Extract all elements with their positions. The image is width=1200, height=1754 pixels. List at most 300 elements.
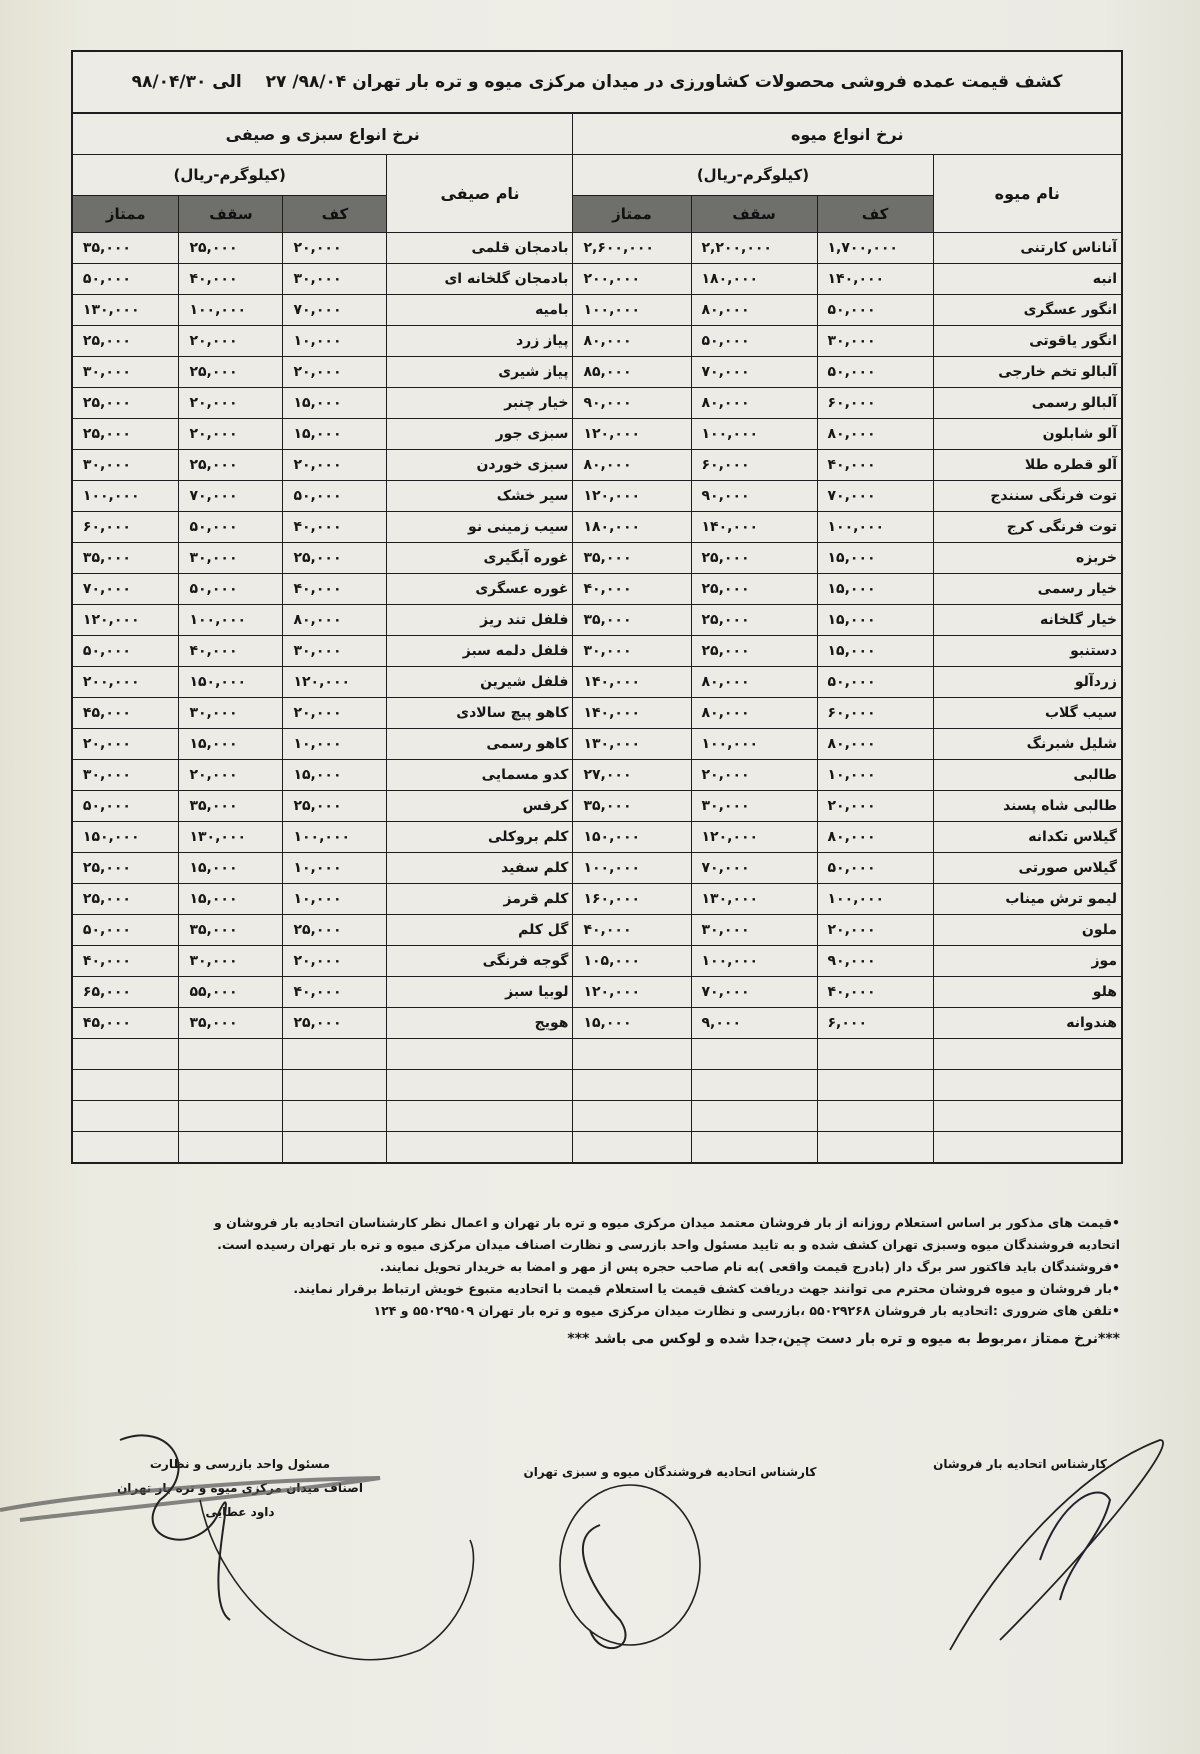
fruit-name-cell: آلو شابلون <box>933 419 1121 450</box>
empty-table-row <box>73 1101 1121 1132</box>
veg-name-cell: پیاز زرد <box>387 326 573 357</box>
veg-floor-price: ۱۵,۰۰۰ <box>283 419 387 450</box>
fruit-ceiling-price: ۱۰۰,۰۰۰ <box>691 419 817 450</box>
veg-name-cell: بامیه <box>387 295 573 326</box>
fruit-ceiling-price: ۳۰,۰۰۰ <box>691 915 817 946</box>
table-row <box>73 946 1121 977</box>
veg-name-cell: سبزی خوردن <box>387 450 573 481</box>
veg-premium-price: ۱۵۰,۰۰۰ <box>73 822 179 853</box>
premium-note: ***نرخ ممتاز ،مربوط به میوه و تره بار دست چین،جدا شده و لوکس می باشد *** <box>567 1331 1120 1347</box>
veg-name-cell: فلفل تند ریز <box>387 605 573 636</box>
fruit-name-header: نام میوه <box>933 155 1121 233</box>
table-row <box>73 450 1121 481</box>
veg-floor-price: ۲۵,۰۰۰ <box>283 791 387 822</box>
veg-name-cell: سبزی جور <box>387 419 573 450</box>
fruit-floor-price: ۵۰,۰۰۰ <box>817 357 933 388</box>
veg-premium-price: ۳۰,۰۰۰ <box>73 357 179 388</box>
fruit-unit-header: (کیلوگرم-ریال) <box>573 155 933 196</box>
empty-cell <box>179 1070 283 1101</box>
table-row <box>73 512 1121 543</box>
empty-cell <box>933 1039 1121 1070</box>
veg-ceiling-price: ۱۰۰,۰۰۰ <box>179 605 283 636</box>
fruit-ceiling-price: ۷۰,۰۰۰ <box>691 357 817 388</box>
fruit-premium-price: ۸۵,۰۰۰ <box>573 357 691 388</box>
price-table-body <box>73 233 1121 1163</box>
empty-cell <box>573 1070 691 1101</box>
veg-name-cell: گل کلم <box>387 915 573 946</box>
veg-premium-price: ۵۰,۰۰۰ <box>73 636 179 667</box>
empty-cell <box>691 1101 817 1132</box>
table-row <box>73 977 1121 1008</box>
document-date-to: الی ۹۸/۰۴/۳۰ <box>131 72 242 92</box>
fruit-section-header: نرخ انواع میوه <box>573 114 1121 155</box>
fruit-floor-header: کف <box>817 196 933 233</box>
table-row <box>73 605 1121 636</box>
table-row <box>73 698 1121 729</box>
fruit-floor-price: ۱۵,۰۰۰ <box>817 543 933 574</box>
price-table-sheet <box>71 50 1123 1164</box>
fruit-premium-price: ۱۵۰,۰۰۰ <box>573 822 691 853</box>
fruit-ceiling-price: ۱۸۰,۰۰۰ <box>691 264 817 295</box>
veg-premium-price: ۲۵,۰۰۰ <box>73 326 179 357</box>
veg-floor-price: ۱۰,۰۰۰ <box>283 326 387 357</box>
veg-name-cell: پیاز شیری <box>387 357 573 388</box>
fruit-name-cell: آلبالو رسمی <box>933 388 1121 419</box>
empty-cell <box>933 1132 1121 1163</box>
fruit-ceiling-price: ۸۰,۰۰۰ <box>691 698 817 729</box>
fruit-floor-price: ۱۴۰,۰۰۰ <box>817 264 933 295</box>
fruit-name-cell: آناناس کارتنی <box>933 233 1121 264</box>
empty-table-row <box>73 1039 1121 1070</box>
fruit-name-cell: زردآلو <box>933 667 1121 698</box>
fruit-premium-price: ۱۸۰,۰۰۰ <box>573 512 691 543</box>
fruit-name-cell: انگور یاقوتی <box>933 326 1121 357</box>
fruit-floor-price: ۴۰,۰۰۰ <box>817 977 933 1008</box>
veg-floor-price: ۲۵,۰۰۰ <box>283 1008 387 1039</box>
fruit-premium-price: ۳۰,۰۰۰ <box>573 636 691 667</box>
veg-premium-price: ۱۲۰,۰۰۰ <box>73 605 179 636</box>
fruit-name-cell: هندوانه <box>933 1008 1121 1039</box>
fruit-floor-price: ۵۰,۰۰۰ <box>817 667 933 698</box>
veg-name-cell: کرفس <box>387 791 573 822</box>
fruit-name-cell: خیار گلخانه <box>933 605 1121 636</box>
fruit-premium-price: ۹۰,۰۰۰ <box>573 388 691 419</box>
veg-name-cell: خیار چنبر <box>387 388 573 419</box>
veg-ceiling-price: ۳۵,۰۰۰ <box>179 791 283 822</box>
fruit-floor-price: ۵۰,۰۰۰ <box>817 853 933 884</box>
empty-table-row <box>73 1070 1121 1101</box>
empty-cell <box>691 1070 817 1101</box>
fruit-name-cell: شلیل شبرنگ <box>933 729 1121 760</box>
veg-ceiling-price: ۲۵,۰۰۰ <box>179 357 283 388</box>
veg-ceiling-price: ۲۰,۰۰۰ <box>179 326 283 357</box>
veg-premium-header: ممتاز <box>73 196 179 233</box>
veg-floor-price: ۱۵,۰۰۰ <box>283 388 387 419</box>
table-row <box>73 636 1121 667</box>
veg-floor-price: ۲۰,۰۰۰ <box>283 233 387 264</box>
empty-cell <box>73 1070 179 1101</box>
empty-cell <box>387 1132 573 1163</box>
fruit-premium-price: ۸۰,۰۰۰ <box>573 450 691 481</box>
fruit-ceiling-price: ۷۰,۰۰۰ <box>691 977 817 1008</box>
veg-premium-price: ۳۵,۰۰۰ <box>73 233 179 264</box>
empty-cell <box>179 1101 283 1132</box>
fruit-ceiling-price: ۱۲۰,۰۰۰ <box>691 822 817 853</box>
empty-cell <box>817 1101 933 1132</box>
table-row <box>73 667 1121 698</box>
veg-premium-price: ۲۵,۰۰۰ <box>73 419 179 450</box>
fruit-ceiling-price: ۳۰,۰۰۰ <box>691 791 817 822</box>
empty-cell <box>573 1101 691 1132</box>
fruit-name-cell: طالبی شاه پسند <box>933 791 1121 822</box>
veg-floor-price: ۲۰,۰۰۰ <box>283 698 387 729</box>
fruit-premium-price: ۱۴۰,۰۰۰ <box>573 667 691 698</box>
empty-cell <box>283 1070 387 1101</box>
veg-ceiling-price: ۲۰,۰۰۰ <box>179 760 283 791</box>
veg-name-header: نام صیفی <box>387 155 573 233</box>
fruit-ceiling-price: ۱۴۰,۰۰۰ <box>691 512 817 543</box>
fruit-name-cell: هلو <box>933 977 1121 1008</box>
veg-premium-price: ۶۰,۰۰۰ <box>73 512 179 543</box>
empty-cell <box>933 1101 1121 1132</box>
signature-org: اصناف میدان مرکزی میوه و تره بار تهران <box>117 1481 363 1495</box>
empty-cell <box>283 1132 387 1163</box>
table-row <box>73 388 1121 419</box>
veg-floor-price: ۱۰,۰۰۰ <box>283 884 387 915</box>
table-row <box>73 419 1121 450</box>
fruit-premium-price: ۱۳۰,۰۰۰ <box>573 729 691 760</box>
table-row <box>73 729 1121 760</box>
fruit-premium-price: ۴۰,۰۰۰ <box>573 574 691 605</box>
fruit-ceiling-price: ۱۳۰,۰۰۰ <box>691 884 817 915</box>
empty-cell <box>387 1070 573 1101</box>
fruit-ceiling-price: ۸۰,۰۰۰ <box>691 295 817 326</box>
veg-name-cell: بادمجان گلخانه ای <box>387 264 573 295</box>
fruit-name-cell: انگور عسگری <box>933 295 1121 326</box>
empty-cell <box>179 1132 283 1163</box>
fruit-name-cell: دستنبو <box>933 636 1121 667</box>
fruit-floor-price: ۲۰,۰۰۰ <box>817 915 933 946</box>
fruit-name-cell: گیلاس تکدانه <box>933 822 1121 853</box>
table-row <box>73 357 1121 388</box>
signature-block-inspection <box>90 1452 390 1524</box>
veg-name-cell: غوره آبگیری <box>387 543 573 574</box>
fruit-ceiling-price: ۱۰۰,۰۰۰ <box>691 729 817 760</box>
veg-ceiling-price: ۴۰,۰۰۰ <box>179 264 283 295</box>
veg-floor-price: ۱۵,۰۰۰ <box>283 760 387 791</box>
veg-floor-price: ۱۰,۰۰۰ <box>283 729 387 760</box>
fruit-floor-price: ۳۰,۰۰۰ <box>817 326 933 357</box>
veg-name-cell: فلفل شیرین <box>387 667 573 698</box>
veg-name-cell: کاهو پیچ سالادی <box>387 698 573 729</box>
veg-premium-price: ۲۵,۰۰۰ <box>73 884 179 915</box>
fruit-premium-price: ۲۷,۰۰۰ <box>573 760 691 791</box>
veg-premium-price: ۲۵,۰۰۰ <box>73 388 179 419</box>
fruit-ceiling-price: ۶۰,۰۰۰ <box>691 450 817 481</box>
fruit-premium-price: ۱۲۰,۰۰۰ <box>573 419 691 450</box>
fruit-floor-price: ۱۰۰,۰۰۰ <box>817 512 933 543</box>
fruit-floor-price: ۶,۰۰۰ <box>817 1008 933 1039</box>
fruit-ceiling-price: ۸۰,۰۰۰ <box>691 667 817 698</box>
veg-name-cell: سیب زمینی نو <box>387 512 573 543</box>
fruit-ceiling-price: ۲,۲۰۰,۰۰۰ <box>691 233 817 264</box>
veg-premium-price: ۵۰,۰۰۰ <box>73 264 179 295</box>
veg-premium-price: ۲۰,۰۰۰ <box>73 729 179 760</box>
fruit-name-cell: انبه <box>933 264 1121 295</box>
veg-premium-price: ۵۰,۰۰۰ <box>73 791 179 822</box>
note-item: •بار فروشان و میوه فروشان محترم می توانند جهت دریافت کشف قیمت یا استعلام قیمت با اتحادیه متبوع خویش ارتباط برقرار نمایند. <box>293 1281 1120 1296</box>
table-row <box>73 326 1121 357</box>
table-row <box>73 884 1121 915</box>
empty-cell <box>387 1039 573 1070</box>
veg-name-cell: غوره عسگری <box>387 574 573 605</box>
veg-floor-price: ۲۰,۰۰۰ <box>283 357 387 388</box>
fruit-ceiling-price: ۷۰,۰۰۰ <box>691 853 817 884</box>
fruit-ceiling-price: ۱۰۰,۰۰۰ <box>691 946 817 977</box>
fruit-ceiling-price: ۵۰,۰۰۰ <box>691 326 817 357</box>
fruit-floor-price: ۷۰,۰۰۰ <box>817 481 933 512</box>
empty-table-row <box>73 1132 1121 1163</box>
veg-name-cell: هویج <box>387 1008 573 1039</box>
signature-block-fruit-sellers-union <box>500 1460 840 1484</box>
fruit-ceiling-price: ۲۰,۰۰۰ <box>691 760 817 791</box>
veg-premium-price: ۱۰۰,۰۰۰ <box>73 481 179 512</box>
document-title-band <box>73 52 1121 114</box>
veg-ceiling-price: ۵۵,۰۰۰ <box>179 977 283 1008</box>
veg-premium-price: ۴۵,۰۰۰ <box>73 1008 179 1039</box>
empty-cell <box>283 1101 387 1132</box>
veg-ceiling-price: ۵۰,۰۰۰ <box>179 512 283 543</box>
veg-name-cell: کدو مسمایی <box>387 760 573 791</box>
veg-ceiling-price: ۳۵,۰۰۰ <box>179 915 283 946</box>
fruit-ceiling-price: ۸۰,۰۰۰ <box>691 388 817 419</box>
note-item: •تلفن های ضروری :اتحادیه بار فروشان ۵۵۰۲۹۲۶۸ ،بازرسی و نظارت میدان مرکزی میوه و تره بار تهران ۵۵۰۲۹۵۰۹ و ۱۲۴ <box>373 1303 1120 1318</box>
veg-floor-price: ۱۲۰,۰۰۰ <box>283 667 387 698</box>
fruit-floor-price: ۱,۷۰۰,۰۰۰ <box>817 233 933 264</box>
fruit-floor-price: ۸۰,۰۰۰ <box>817 419 933 450</box>
veg-floor-price: ۲۵,۰۰۰ <box>283 915 387 946</box>
fruit-ceiling-price: ۹,۰۰۰ <box>691 1008 817 1039</box>
fruit-ceiling-price: ۹۰,۰۰۰ <box>691 481 817 512</box>
fruit-premium-price: ۸۰,۰۰۰ <box>573 326 691 357</box>
veg-floor-price: ۴۰,۰۰۰ <box>283 977 387 1008</box>
veg-premium-price: ۲۵,۰۰۰ <box>73 853 179 884</box>
fruit-ceiling-price: ۲۵,۰۰۰ <box>691 543 817 574</box>
fruit-floor-price: ۵۰,۰۰۰ <box>817 295 933 326</box>
fruit-premium-price: ۱۰۰,۰۰۰ <box>573 853 691 884</box>
veg-name-cell: گوجه فرنگی <box>387 946 573 977</box>
fruit-floor-price: ۶۰,۰۰۰ <box>817 388 933 419</box>
signature-person: داود عطایی <box>205 1505 275 1519</box>
veg-ceiling-price: ۲۵,۰۰۰ <box>179 233 283 264</box>
fruit-floor-price: ۱۵,۰۰۰ <box>817 605 933 636</box>
fruit-premium-price: ۱۵,۰۰۰ <box>573 1008 691 1039</box>
empty-cell <box>817 1070 933 1101</box>
veg-premium-price: ۵۰,۰۰۰ <box>73 915 179 946</box>
veg-floor-price: ۱۰۰,۰۰۰ <box>283 822 387 853</box>
fruit-floor-price: ۲۰,۰۰۰ <box>817 791 933 822</box>
veg-ceiling-price: ۳۰,۰۰۰ <box>179 698 283 729</box>
veg-ceiling-price: ۱۰۰,۰۰۰ <box>179 295 283 326</box>
veg-ceiling-price: ۴۰,۰۰۰ <box>179 636 283 667</box>
empty-cell <box>179 1039 283 1070</box>
fruit-name-cell: توت فرنگی کرج <box>933 512 1121 543</box>
veg-floor-price: ۸۰,۰۰۰ <box>283 605 387 636</box>
signature-title: مسئول واحد بازرسی و نظارت <box>149 1457 331 1471</box>
fruit-floor-price: ۱۰۰,۰۰۰ <box>817 884 933 915</box>
empty-cell <box>933 1070 1121 1101</box>
fruit-name-cell: آلبالو تخم خارجی <box>933 357 1121 388</box>
veg-ceiling-header: سقف <box>179 196 283 233</box>
veg-floor-price: ۴۰,۰۰۰ <box>283 574 387 605</box>
note-item: •قیمت های مذکور بر اساس استعلام روزانه از بار فروشان معتمد میدان مرکزی میوه و تره بار تهران و اعمال نظر کارشناسان اتحادیه بار فروشان و اتحادیه فروشندگان میوه وسبزی تهران کشف شده و به تایید مسئول واحد بازرسی و نظارت اصناف میدان مرکزی میوه و تره بار تهران رسیده است. <box>214 1215 1120 1252</box>
fruit-name-cell: خیار رسمی <box>933 574 1121 605</box>
veg-premium-price: ۴۵,۰۰۰ <box>73 698 179 729</box>
fruit-ceiling-price: ۲۵,۰۰۰ <box>691 574 817 605</box>
veg-ceiling-price: ۱۵۰,۰۰۰ <box>179 667 283 698</box>
veg-section-header: نرخ انواع سبزی و صیفی <box>73 114 573 155</box>
veg-floor-price: ۱۰,۰۰۰ <box>283 853 387 884</box>
fruit-name-cell: ملون <box>933 915 1121 946</box>
fruit-name-cell: خربزه <box>933 543 1121 574</box>
fruit-name-cell: گیلاس صورتی <box>933 853 1121 884</box>
veg-premium-price: ۳۵,۰۰۰ <box>73 543 179 574</box>
veg-premium-price: ۶۵,۰۰۰ <box>73 977 179 1008</box>
price-table <box>73 114 1121 1162</box>
empty-cell <box>73 1132 179 1163</box>
fruit-floor-price: ۹۰,۰۰۰ <box>817 946 933 977</box>
veg-ceiling-price: ۲۰,۰۰۰ <box>179 388 283 419</box>
veg-floor-price: ۷۰,۰۰۰ <box>283 295 387 326</box>
veg-premium-price: ۲۰۰,۰۰۰ <box>73 667 179 698</box>
fruit-floor-price: ۶۰,۰۰۰ <box>817 698 933 729</box>
fruit-ceiling-price: ۲۵,۰۰۰ <box>691 636 817 667</box>
veg-name-cell: سیر خشک <box>387 481 573 512</box>
veg-floor-price: ۳۰,۰۰۰ <box>283 636 387 667</box>
table-row <box>73 574 1121 605</box>
fruit-premium-price: ۱۲۰,۰۰۰ <box>573 481 691 512</box>
fruit-premium-price: ۳۵,۰۰۰ <box>573 605 691 636</box>
fruit-premium-price: ۲۰۰,۰۰۰ <box>573 264 691 295</box>
fruit-name-cell: توت فرنگی سنندج <box>933 481 1121 512</box>
fruit-premium-price: ۱۰۰,۰۰۰ <box>573 295 691 326</box>
veg-floor-price: ۲۵,۰۰۰ <box>283 543 387 574</box>
fruit-floor-price: ۸۰,۰۰۰ <box>817 729 933 760</box>
empty-cell <box>283 1039 387 1070</box>
veg-premium-price: ۴۰,۰۰۰ <box>73 946 179 977</box>
veg-premium-price: ۷۰,۰۰۰ <box>73 574 179 605</box>
empty-cell <box>691 1132 817 1163</box>
veg-floor-price: ۴۰,۰۰۰ <box>283 512 387 543</box>
empty-cell <box>73 1101 179 1132</box>
veg-floor-header: کف <box>283 196 387 233</box>
table-row <box>73 264 1121 295</box>
fruit-premium-price: ۱۴۰,۰۰۰ <box>573 698 691 729</box>
fruit-premium-price: ۲,۶۰۰,۰۰۰ <box>573 233 691 264</box>
veg-name-cell: کلم قرمز <box>387 884 573 915</box>
table-row <box>73 295 1121 326</box>
veg-ceiling-price: ۷۰,۰۰۰ <box>179 481 283 512</box>
veg-ceiling-price: ۱۵,۰۰۰ <box>179 853 283 884</box>
signature-block-wholesalers-union <box>920 1452 1120 1476</box>
empty-cell <box>691 1039 817 1070</box>
fruit-name-cell: سیب گلاب <box>933 698 1121 729</box>
veg-unit-header: (کیلوگرم-ریال) <box>73 155 387 196</box>
notes-section <box>200 1212 1120 1350</box>
veg-ceiling-price: ۳۰,۰۰۰ <box>179 543 283 574</box>
veg-ceiling-price: ۳۰,۰۰۰ <box>179 946 283 977</box>
veg-premium-price: ۳۰,۰۰۰ <box>73 450 179 481</box>
fruit-name-cell: آلو قطره طلا <box>933 450 1121 481</box>
fruit-name-cell: موز <box>933 946 1121 977</box>
fruit-name-cell: لیمو ترش میناب <box>933 884 1121 915</box>
fruit-floor-price: ۱۵,۰۰۰ <box>817 636 933 667</box>
veg-ceiling-price: ۱۳۰,۰۰۰ <box>179 822 283 853</box>
veg-floor-price: ۵۰,۰۰۰ <box>283 481 387 512</box>
table-row <box>73 791 1121 822</box>
fruit-ceiling-header: سقف <box>691 196 817 233</box>
fruit-floor-price: ۱۰,۰۰۰ <box>817 760 933 791</box>
document-title: کشف قیمت عمده فروشی محصولات کشاورزی در میدان مرکزی میوه و تره بار تهران ۹۸/۰۴/ ۲۷ <box>265 72 1063 92</box>
table-row <box>73 853 1121 884</box>
fruit-name-cell: طالبی <box>933 760 1121 791</box>
table-row <box>73 233 1121 264</box>
veg-premium-price: ۳۰,۰۰۰ <box>73 760 179 791</box>
empty-cell <box>817 1039 933 1070</box>
veg-floor-price: ۲۰,۰۰۰ <box>283 946 387 977</box>
fruit-ceiling-price: ۲۵,۰۰۰ <box>691 605 817 636</box>
fruit-premium-price: ۳۵,۰۰۰ <box>573 791 691 822</box>
table-row <box>73 543 1121 574</box>
table-row <box>73 1008 1121 1039</box>
table-row <box>73 760 1121 791</box>
fruit-premium-price: ۱۲۰,۰۰۰ <box>573 977 691 1008</box>
note-item: •فروشندگان باید فاکتور سر برگ دار (بادرج قیمت واقعی )به نام صاحب حجره پس از مهر و امضا به خریدار تحویل نمایند. <box>379 1259 1120 1274</box>
fruit-premium-price: ۱۰۵,۰۰۰ <box>573 946 691 977</box>
empty-cell <box>73 1039 179 1070</box>
veg-premium-price: ۱۳۰,۰۰۰ <box>73 295 179 326</box>
table-row <box>73 915 1121 946</box>
veg-floor-price: ۲۰,۰۰۰ <box>283 450 387 481</box>
veg-floor-price: ۳۰,۰۰۰ <box>283 264 387 295</box>
fruit-premium-price: ۴۰,۰۰۰ <box>573 915 691 946</box>
veg-ceiling-price: ۱۵,۰۰۰ <box>179 729 283 760</box>
veg-name-cell: کاهو رسمی <box>387 729 573 760</box>
fruit-premium-price: ۳۵,۰۰۰ <box>573 543 691 574</box>
fruit-floor-price: ۴۰,۰۰۰ <box>817 450 933 481</box>
table-row <box>73 481 1121 512</box>
veg-name-cell: بادمجان قلمی <box>387 233 573 264</box>
veg-name-cell: کلم بروکلی <box>387 822 573 853</box>
empty-cell <box>817 1132 933 1163</box>
empty-cell <box>573 1132 691 1163</box>
fruit-premium-header: ممتاز <box>573 196 691 233</box>
veg-ceiling-price: ۲۰,۰۰۰ <box>179 419 283 450</box>
veg-ceiling-price: ۱۵,۰۰۰ <box>179 884 283 915</box>
veg-name-cell: فلفل دلمه سبز <box>387 636 573 667</box>
signature-title: کارشناس اتحادیه بار فروشان <box>933 1457 1107 1471</box>
fruit-premium-price: ۱۶۰,۰۰۰ <box>573 884 691 915</box>
veg-name-cell: کلم سفید <box>387 853 573 884</box>
empty-cell <box>387 1101 573 1132</box>
table-row <box>73 822 1121 853</box>
veg-ceiling-price: ۳۵,۰۰۰ <box>179 1008 283 1039</box>
veg-name-cell: لوبیا سبز <box>387 977 573 1008</box>
veg-ceiling-price: ۲۵,۰۰۰ <box>179 450 283 481</box>
fruit-floor-price: ۱۵,۰۰۰ <box>817 574 933 605</box>
veg-ceiling-price: ۵۰,۰۰۰ <box>179 574 283 605</box>
signature-title: کارشناس اتحادیه فروشندگان میوه و سبزی تهران <box>523 1465 817 1479</box>
